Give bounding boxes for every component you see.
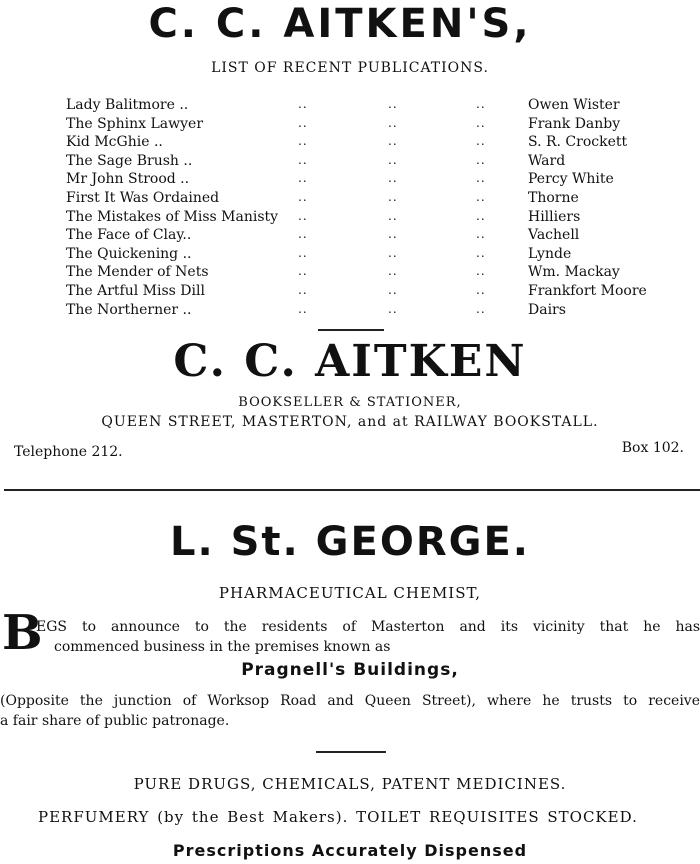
leader-dots: .. [298, 97, 308, 111]
publication-title: First It Was Ordained [66, 189, 220, 206]
publication-title: Kid McGhie .. [66, 134, 163, 151]
leader-dots: .. [388, 134, 398, 149]
publication-author: S. R. Crockett [528, 134, 628, 151]
publication-title: The Quickening .. [66, 245, 192, 262]
leader-dots: .. [388, 97, 398, 111]
publication-row [66, 152, 686, 171]
publication-title: Mr John Strood .. [66, 171, 190, 188]
st-george-subtitle: PHARMACEUTICAL CHEMIST, [218, 584, 482, 602]
publication-author: Wm. Mackay [528, 264, 620, 281]
aitken-heading: C. C. AITKEN'S, [148, 1, 532, 47]
divider-short [318, 329, 384, 331]
publication-author: Frankfort Moore [528, 282, 647, 299]
publication-author: Thorne [528, 189, 579, 206]
aitken-telephone: Telephone 212. [14, 444, 123, 460]
leader-dots: .. [476, 189, 486, 204]
publication-title: The Face of Clay.. [66, 227, 192, 244]
leader-dots: .. [476, 245, 486, 260]
leader-dots: .. [388, 189, 398, 204]
publication-row [66, 208, 686, 227]
leader-dots: .. [388, 208, 398, 223]
publications-subheading: LIST OF RECENT PUBLICATIONS. [211, 60, 489, 76]
publication-row [66, 301, 686, 320]
divider-short-2 [316, 751, 386, 753]
leader-dots: .. [388, 171, 398, 186]
publication-title: The Mistakes of Miss Manisty [66, 208, 279, 225]
publication-row [66, 133, 686, 152]
closing-line: Prescriptions Accurately Dispensed [172, 841, 528, 860]
leader-dots: .. [298, 227, 308, 242]
publication-row [66, 170, 686, 189]
leader-dots: .. [298, 152, 308, 167]
publication-title: Lady Balitmore .. [66, 97, 189, 113]
aitken-box: Box 102. [621, 440, 684, 456]
leader-dots: .. [298, 189, 308, 204]
publication-author: Lynde [528, 245, 572, 262]
leader-dots: .. [476, 264, 486, 279]
publication-title: The Sage Brush .. [66, 152, 193, 169]
publications-list [66, 96, 686, 319]
leader-dots: .. [476, 134, 486, 149]
publication-author: Percy White [528, 171, 614, 188]
leader-dots: .. [476, 115, 486, 130]
st-george-heading: L. St. GEORGE. [170, 519, 530, 565]
leader-dots: .. [388, 301, 398, 316]
leader-dots: .. [388, 115, 398, 130]
publication-title: The Mender of Nets [66, 264, 209, 281]
aitken-address: QUEEN STREET, MASTERTON, and at RAILWAY BOOKSTALL. [101, 414, 599, 430]
leader-dots: .. [388, 264, 398, 279]
publication-author: Dairs [528, 301, 566, 318]
leader-dots: .. [298, 171, 308, 186]
publication-author: Ward [528, 152, 566, 169]
premises-name: Pragnell's Buildings, [241, 660, 459, 680]
announcement-line-1: EGS to announce to the residents of Masterton and its vicinity that he has [36, 619, 700, 635]
leader-dots: .. [298, 282, 308, 297]
publication-author: Owen Wister [528, 97, 620, 113]
leader-dots: .. [298, 208, 308, 223]
publication-row [66, 96, 686, 115]
publication-title: The Artful Miss Dill [66, 282, 205, 299]
publication-row [66, 245, 686, 264]
leader-dots: .. [476, 208, 486, 223]
publication-row [66, 263, 686, 282]
leader-dots: .. [476, 152, 486, 167]
aitken-name: C. C. AITKEN [173, 336, 527, 387]
leader-dots: .. [388, 227, 398, 242]
leader-dots: .. [298, 245, 308, 260]
leader-dots: .. [476, 227, 486, 242]
publication-row [66, 282, 686, 301]
drop-cap: B [2, 605, 43, 661]
publication-author: Vachell [528, 227, 580, 244]
publication-row [66, 226, 686, 245]
leader-dots: .. [298, 134, 308, 149]
products-line-1: PURE DRUGS, CHEMICALS, PATENT MEDICINES. [133, 775, 567, 793]
leader-dots: .. [476, 301, 486, 316]
publication-row [66, 115, 686, 134]
announcement-line-4: a fair share of public patronage. [0, 713, 230, 729]
leader-dots: .. [388, 245, 398, 260]
leader-dots: .. [298, 301, 308, 316]
leader-dots: .. [298, 264, 308, 279]
products-line-2: PERFUMERY (by the Best Makers). TOILET REQUISITES STOCKED. [38, 808, 638, 826]
aitken-tagline: BOOKSELLER & STATIONER, [238, 395, 462, 410]
publication-title: The Northerner .. [66, 301, 192, 318]
publication-author: Hilliers [528, 208, 581, 225]
announcement-line-2: commenced business in the premises known as [54, 639, 391, 655]
ad-separator [4, 489, 700, 491]
leader-dots: .. [476, 282, 486, 297]
leader-dots: .. [388, 282, 398, 297]
leader-dots: .. [388, 152, 398, 167]
leader-dots: .. [476, 171, 486, 186]
publication-row [66, 189, 686, 208]
leader-dots: .. [298, 115, 308, 130]
publication-title: The Sphinx Lawyer [66, 115, 204, 132]
publication-author: Frank Danby [528, 115, 621, 132]
leader-dots: .. [476, 97, 486, 111]
announcement-line-3: (Opposite the junction of Worksop Road and Queen Street), where he trusts to receive [0, 693, 700, 709]
